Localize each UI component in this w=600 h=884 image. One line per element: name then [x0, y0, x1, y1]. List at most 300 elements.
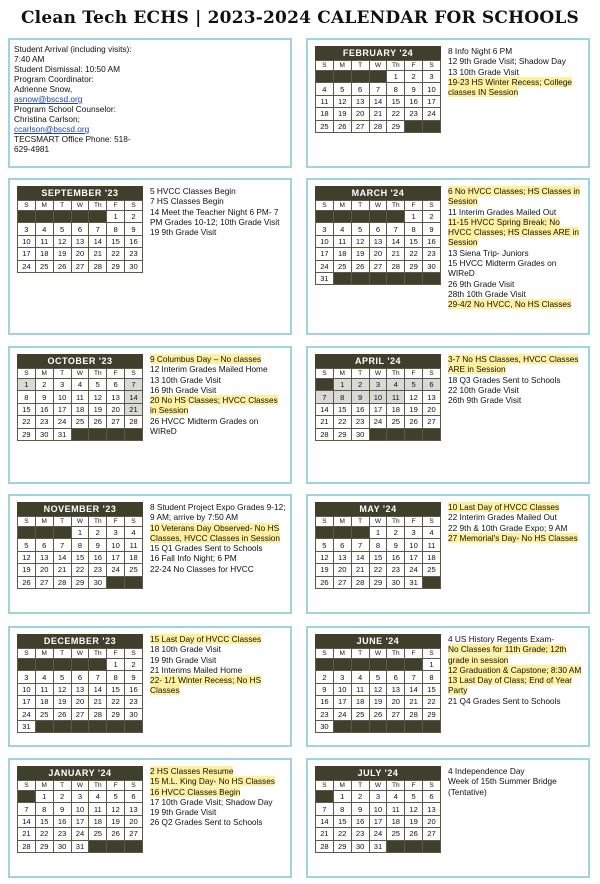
day-of-week-label: S [423, 369, 441, 379]
calendar-day: 13 [35, 551, 53, 563]
calendar-day: 11 [35, 683, 53, 695]
calendar-day: 18 [423, 551, 441, 563]
calendar-day: 3 [71, 791, 89, 803]
calendar-grid [17, 368, 143, 441]
calendar-day [18, 791, 36, 803]
day-of-week-label: T [351, 369, 369, 379]
event-text: 10 Veterans Day Observed- No HS Classes, HVCC Classes in Session [150, 522, 281, 543]
calendar-day: 20 [35, 564, 53, 576]
event-item [448, 776, 584, 797]
event-text: 3-7 No HS Classes, HVCC Classes ARE in Session [448, 354, 579, 375]
event-item [448, 56, 584, 66]
info-line: Program Coordinator: [14, 74, 94, 84]
calendar-day: 10 [316, 235, 334, 247]
calendar-day: 11 [351, 683, 369, 695]
month-name: JULY '24 [315, 766, 441, 780]
calendar-day: 17 [53, 403, 71, 415]
calendar-day: 23 [53, 828, 71, 840]
day-of-week-label: Th [89, 369, 107, 379]
event-text: 2 HS Classes Resume [150, 766, 234, 776]
day-of-week-label: M [35, 369, 53, 379]
calendar-day: 3 [405, 527, 423, 539]
calendar-day: 25 [125, 564, 143, 576]
calendar-day [351, 720, 369, 732]
day-of-week-label: T [53, 649, 71, 659]
calendar-day: 4 [316, 83, 334, 95]
calendar-day [351, 527, 369, 539]
day-of-week-label: S [316, 649, 334, 659]
calendar-day: 21 [89, 248, 107, 260]
calendar-day: 22 [71, 564, 89, 576]
calendar-day: 31 [316, 272, 334, 284]
day-of-week-label: S [316, 369, 334, 379]
calendar-day: 3 [369, 791, 387, 803]
event-item [150, 375, 286, 385]
info-line: Student Arrival (including visits): [14, 44, 132, 54]
calendar-day: 9 [423, 223, 441, 235]
day-of-week-label: W [369, 369, 387, 379]
calendar-day [405, 840, 423, 852]
calendar-day: 22 [333, 828, 351, 840]
calendar-day: 4 [423, 527, 441, 539]
day-of-week-label: M [333, 61, 351, 71]
calendar-day [89, 720, 107, 732]
calendar-day: 12 [369, 683, 387, 695]
calendar-day: 31 [369, 840, 387, 852]
event-item [150, 766, 286, 776]
month-card [306, 346, 590, 484]
month-calendar [315, 354, 441, 441]
calendar-day [369, 428, 387, 440]
calendar-day: 21 [18, 828, 36, 840]
calendar-day: 29 [18, 428, 36, 440]
day-of-week-label: Th [387, 781, 405, 791]
month-card [306, 38, 590, 168]
day-of-week-label: W [369, 517, 387, 527]
event-text: 19-23 HS Winter Recess; College classes IN Session [448, 76, 573, 98]
month-name: DECEMBER '23 [17, 634, 143, 648]
calendar-day: 15 [423, 683, 441, 695]
day-of-week-label: W [369, 61, 387, 71]
calendar-day: 13 [423, 391, 441, 403]
calendar-day: 12 [405, 391, 423, 403]
calendar-day: 14 [18, 815, 36, 827]
day-of-week-label: S [125, 517, 143, 527]
calendar-day [316, 791, 334, 803]
calendar-day: 6 [71, 671, 89, 683]
calendar-day: 24 [333, 708, 351, 720]
calendar-day: 23 [423, 248, 441, 260]
month-events [150, 186, 286, 237]
event-item [448, 634, 584, 644]
month-calendar [17, 186, 143, 273]
calendar-day [333, 272, 351, 284]
calendar-day [35, 527, 53, 539]
event-item [448, 186, 584, 207]
calendar-day: 15 [333, 403, 351, 415]
calendar-day: 14 [125, 391, 143, 403]
calendar-day: 24 [405, 564, 423, 576]
calendar-day: 21 [405, 696, 423, 708]
calendar-day [405, 120, 423, 132]
calendar-day [53, 211, 71, 223]
calendar-day: 2 [351, 791, 369, 803]
month-card [306, 758, 590, 878]
day-of-week-label: T [53, 369, 71, 379]
event-text: 4 Independence Day [448, 766, 525, 776]
calendar-day: 22 [369, 564, 387, 576]
calendar-day [71, 428, 89, 440]
event-item [150, 416, 286, 437]
event-item [448, 375, 584, 385]
calendar-day: 11 [71, 391, 89, 403]
calendar-day: 11 [89, 803, 107, 815]
calendar-day: 29 [333, 840, 351, 852]
calendar-day [125, 720, 143, 732]
calendar-day: 10 [369, 391, 387, 403]
calendar-day: 23 [351, 416, 369, 428]
calendar-day: 25 [351, 708, 369, 720]
calendar-day [316, 659, 334, 671]
event-item [448, 696, 584, 706]
event-text: 8 Info Night 6 PM [448, 46, 513, 56]
calendar-day [387, 428, 405, 440]
calendar-day: 23 [125, 696, 143, 708]
calendar-day: 1 [369, 527, 387, 539]
event-text: 6 No HVCC Classes; HS Classes in Session [448, 186, 580, 207]
calendar-day [405, 272, 423, 284]
calendar-day: 23 [316, 708, 334, 720]
calendar-day: 5 [405, 791, 423, 803]
calendar-day: 12 [89, 391, 107, 403]
calendar-day: 10 [405, 539, 423, 551]
calendar-day: 12 [316, 551, 334, 563]
calendar-day: 6 [423, 379, 441, 391]
calendar-day [53, 659, 71, 671]
day-of-week-label: S [423, 61, 441, 71]
info-line: Student Dismissal: 10:50 AM [14, 64, 121, 74]
calendar-day: 3 [18, 223, 36, 235]
calendar-day: 23 [387, 564, 405, 576]
event-text: 20 No HS Classes; HVCC Classes in Session [150, 395, 278, 416]
calendar-day: 29 [71, 576, 89, 588]
calendar-day: 12 [405, 803, 423, 815]
day-of-week-label: W [369, 781, 387, 791]
calendar-day [71, 720, 89, 732]
calendar-day: 1 [333, 791, 351, 803]
calendar-day: 10 [107, 539, 125, 551]
calendar-day: 6 [107, 379, 125, 391]
month-name: JANUARY '24 [17, 766, 143, 780]
event-text: 13 Siena Trip- Juniors [448, 247, 529, 258]
month-events [448, 46, 584, 97]
coordinator-email-link[interactable]: asnow@bscsd.org [14, 94, 83, 104]
calendar-day [18, 527, 36, 539]
calendar-day: 2 [387, 527, 405, 539]
calendar-day: 18 [387, 403, 405, 415]
calendar-day: 22 [423, 696, 441, 708]
calendar-day: 27 [369, 260, 387, 272]
month-calendar [315, 46, 441, 133]
calendar-day: 5 [18, 539, 36, 551]
calendar-day [405, 720, 423, 732]
calendar-day: 31 [18, 720, 36, 732]
day-of-week-label: F [405, 61, 423, 71]
calendar-day: 26 [405, 828, 423, 840]
calendar-day: 27 [333, 576, 351, 588]
calendar-day: 8 [35, 803, 53, 815]
event-item [150, 207, 286, 228]
calendar-day: 1 [107, 659, 125, 671]
calendar-day: 4 [35, 671, 53, 683]
calendar-day: 29 [107, 708, 125, 720]
calendar-day: 5 [89, 379, 107, 391]
month-calendar [315, 634, 441, 733]
month-card [8, 758, 292, 878]
calendar-day: 19 [351, 248, 369, 260]
calendar-day: 30 [387, 576, 405, 588]
month-events [448, 634, 584, 706]
calendar-day: 18 [351, 696, 369, 708]
calendar-day: 11 [423, 539, 441, 551]
calendar-day: 27 [107, 416, 125, 428]
calendar-day [107, 840, 125, 852]
calendar-day: 19 [89, 403, 107, 415]
calendar-day: 19 [369, 696, 387, 708]
month-name: MAY '24 [315, 502, 441, 516]
month-calendar [315, 186, 441, 285]
calendar-day: 19 [53, 696, 71, 708]
calendar-day: 1 [423, 659, 441, 671]
page-title: Clean Tech ECHS | 2023-2024 CALENDAR FOR SCHOOLS [20, 8, 580, 28]
day-of-week-label: W [71, 369, 89, 379]
month-card [8, 494, 292, 614]
month-calendar [17, 354, 143, 441]
calendar-day: 5 [405, 379, 423, 391]
calendar-day: 20 [333, 564, 351, 576]
calendar-day: 25 [71, 416, 89, 428]
event-item [150, 354, 286, 364]
counselor-email-link[interactable]: ccarlson@bscsd.org [14, 124, 90, 134]
calendar-day: 27 [125, 828, 143, 840]
calendar-grid [17, 516, 143, 589]
calendar-day: 11 [333, 235, 351, 247]
calendar-day: 17 [18, 696, 36, 708]
calendar-day [333, 720, 351, 732]
day-of-week-label: F [107, 517, 125, 527]
event-text: 19 9th Grade Visit [150, 807, 217, 818]
calendar-day: 21 [351, 564, 369, 576]
calendar-day [351, 71, 369, 83]
event-text: 15 Q1 Grades Sent to Schools [150, 543, 263, 554]
calendar-day [405, 659, 423, 671]
calendar-day [107, 576, 125, 588]
calendar-day: 19 [405, 403, 423, 415]
calendar-day: 18 [125, 551, 143, 563]
calendar-day [387, 840, 405, 852]
day-of-week-label: M [35, 201, 53, 211]
calendar-day: 10 [71, 803, 89, 815]
calendar-day: 5 [316, 539, 334, 551]
calendar-day: 15 [35, 815, 53, 827]
calendar-grid [17, 648, 143, 733]
calendar-day: 20 [423, 815, 441, 827]
event-text: 5 HVCC Classes Begin [150, 186, 236, 196]
event-text: 19 9th Grade Visit [150, 227, 217, 238]
event-text: 19 9th Grade Visit [150, 654, 217, 665]
calendar-day: 9 [316, 683, 334, 695]
calendar-day: 24 [71, 828, 89, 840]
calendar-day [35, 659, 53, 671]
day-of-week-label: S [423, 781, 441, 791]
calendar-day: 16 [351, 815, 369, 827]
day-of-week-label: T [351, 781, 369, 791]
calendar-day: 1 [35, 791, 53, 803]
calendar-day: 8 [423, 671, 441, 683]
event-text: 16 Fall Info Night; 6 PM [150, 553, 237, 564]
calendar-day: 27 [423, 828, 441, 840]
calendar-day: 8 [71, 539, 89, 551]
calendar-day [18, 211, 36, 223]
calendar-day [53, 720, 71, 732]
calendar-day: 9 [405, 83, 423, 95]
month-name: JUNE '24 [315, 634, 441, 648]
event-text: 21 Q4 Grades Sent to Schools [448, 695, 561, 706]
calendar-day: 26 [369, 708, 387, 720]
calendar-day: 20 [351, 108, 369, 120]
calendar-day: 24 [369, 416, 387, 428]
calendar-day: 30 [125, 260, 143, 272]
month-calendar [315, 502, 441, 589]
calendar-day: 7 [351, 539, 369, 551]
day-of-week-label: M [333, 201, 351, 211]
calendar-day: 16 [316, 696, 334, 708]
day-of-week-label: S [423, 201, 441, 211]
calendar-day: 24 [53, 416, 71, 428]
event-text: 22- 1/1 Winter Recess; No HS Classes [150, 675, 262, 696]
day-of-week-label: M [333, 781, 351, 791]
calendar-day: 13 [369, 235, 387, 247]
calendar-day: 30 [423, 260, 441, 272]
calendar-day: 2 [89, 527, 107, 539]
calendar-grid [315, 780, 441, 853]
calendar-day: 26 [333, 120, 351, 132]
calendar-day [89, 428, 107, 440]
month-name: FEBRUARY '24 [315, 46, 441, 60]
calendar-day: 7 [89, 671, 107, 683]
event-item [448, 502, 584, 512]
event-text: 22 9th & 10th Grade Expo; 9 AM [448, 522, 568, 533]
calendar-day: 16 [53, 815, 71, 827]
event-text: 26 HVCC Midterm Grades on WIReD [150, 415, 259, 437]
calendar-day: 21 [53, 564, 71, 576]
calendar-day: 15 [107, 235, 125, 247]
calendar-day: 31 [53, 428, 71, 440]
calendar-day: 19 [333, 108, 351, 120]
day-of-week-label: S [316, 781, 334, 791]
calendar-day: 29 [369, 576, 387, 588]
calendar-day: 28 [89, 708, 107, 720]
calendar-day [351, 272, 369, 284]
calendar-day: 12 [351, 235, 369, 247]
calendar-day: 15 [333, 815, 351, 827]
calendar-day: 16 [35, 403, 53, 415]
event-text: No Classes for 11th Grade; 12th grade in session [448, 644, 567, 665]
calendar-day: 7 [369, 83, 387, 95]
day-of-week-label: F [405, 369, 423, 379]
calendar-day: 28 [18, 840, 36, 852]
info-line: TECSMART Office Phone: 518- [14, 134, 131, 144]
calendar-day [89, 211, 107, 223]
calendar-day: 14 [351, 551, 369, 563]
day-of-week-label: W [369, 201, 387, 211]
calendar-day: 2 [53, 791, 71, 803]
calendar-day: 4 [387, 791, 405, 803]
calendar-day [387, 272, 405, 284]
calendar-day: 8 [387, 83, 405, 95]
calendar-day: 4 [351, 671, 369, 683]
month-calendar [17, 766, 143, 853]
month-events [448, 186, 584, 310]
calendar-day: 2 [351, 379, 369, 391]
event-item [150, 665, 286, 675]
calendar-day: 20 [369, 248, 387, 260]
event-text: 17 10th Grade Visit; Shadow Day [150, 796, 273, 807]
calendar-day: 19 [18, 564, 36, 576]
calendar-day: 8 [405, 223, 423, 235]
calendar-day: 9 [125, 223, 143, 235]
calendar-day: 8 [107, 223, 125, 235]
calendar-day: 26 [53, 260, 71, 272]
calendar-day: 9 [35, 391, 53, 403]
calendar-day: 1 [405, 211, 423, 223]
event-text: 21 Interims Mailed Home [150, 664, 243, 675]
calendar-day: 1 [387, 71, 405, 83]
calendar-day: 23 [35, 416, 53, 428]
event-item [448, 279, 584, 289]
info-line: Christina Carlson; [14, 114, 80, 124]
event-text: 4 US History Regents Exam- [448, 634, 555, 644]
calendar-day [333, 211, 351, 223]
day-of-week-label: S [18, 201, 36, 211]
calendar-day [89, 659, 107, 671]
calendar-day: 14 [405, 683, 423, 695]
day-of-week-label: S [125, 649, 143, 659]
calendar-day: 30 [351, 428, 369, 440]
info-line: 7:40 AM [14, 54, 45, 64]
calendar-day: 19 [316, 564, 334, 576]
day-of-week-label: M [333, 517, 351, 527]
event-text: 8 Student Project Expo Grades 9-12; 9 AM; arrive by 7:50 AM [150, 502, 286, 523]
calendar-day: 10 [18, 683, 36, 695]
calendar-day: 31 [71, 840, 89, 852]
calendar-day [423, 428, 441, 440]
calendar-day: 2 [125, 659, 143, 671]
event-item [448, 289, 584, 299]
calendar-day: 10 [18, 235, 36, 247]
calendar-day: 20 [125, 815, 143, 827]
calendar-day: 11 [35, 235, 53, 247]
calendar-day [423, 720, 441, 732]
calendar-day: 17 [107, 551, 125, 563]
event-item [448, 533, 584, 543]
day-of-week-label: F [405, 649, 423, 659]
day-of-week-label: Th [387, 517, 405, 527]
calendar-day: 11 [125, 539, 143, 551]
calendar-day [316, 379, 334, 391]
calendar-day: 20 [107, 403, 125, 415]
calendar-day: 14 [316, 815, 334, 827]
